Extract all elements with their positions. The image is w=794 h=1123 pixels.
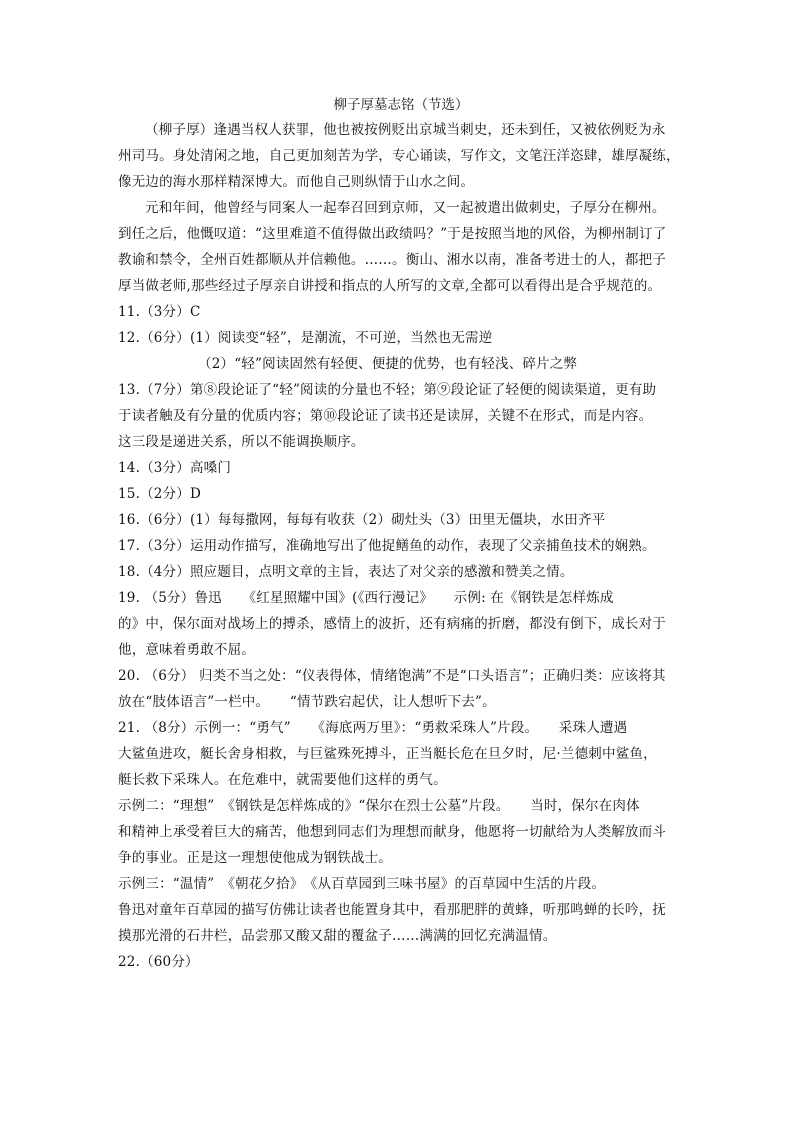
text-line: 13.（7分）第⑧段论证了“轻”阅读的分量也不轻；第⑨段论证了轻便的阅读渠道，更有助	[118, 382, 657, 398]
text-line: 21. （8分）示例一：“勇气” 《海底两万里》：“勇救采珠人”片段。 采珠人遭遇	[118, 720, 628, 736]
text-line: 鲁迅对童年百草园的描写仿佛让读者也能置身其中，看那肥胖的黄蜂，听那鸣蝉的长吟，抚	[118, 902, 666, 918]
text-line: 16.（6分）(1）每每撒网，每每有收获（2）砌灶头（3）田里无僵块，水田齐平	[118, 512, 606, 528]
text-line: 11.（3分）C	[118, 304, 201, 320]
text-line: 厚当做老师,那些经过子厚亲自讲授和指点的人所写的文章,全都可以看得出是合乎规范的。	[118, 278, 662, 294]
text-line: 示例二：“理想” 《钢铁是怎样炼成的》“保尔在烈士公墓”片段。 当时，保尔在肉体	[118, 798, 640, 814]
text-line: 12.（6分）(1）阅读变“轻”，是潮流，不可逆，当然也无需逆	[118, 330, 493, 346]
text-line: 像无边的海水那样精深博大。而他自己则纵情于山水之间。	[118, 174, 475, 190]
text-line: 摸那光滑的石井栏，品尝那又酸又甜的覆盆子……满满的回忆充满温情。	[118, 928, 557, 944]
text-line: 示例三：“温情” 《朝花夕拾》 《从百草园到三味书屋》的百草园中生活的片段。	[118, 876, 606, 892]
document-title: 柳子厚墓志铭（节选）	[333, 97, 469, 113]
text-line: 这三段是递进关系，所以不能调换顺序。	[118, 434, 365, 450]
text-line: 教谕和禁令，全州百姓都顺从并信赖他。……。衡山、湘水以南，准备考进士的人，都把子	[118, 252, 666, 268]
text-line: （柳子厚）逢遇当权人获罪，他也被按例贬出京城当刺史，还未到任，又被依例贬为永	[145, 122, 666, 138]
text-line: 放在“肢体语言”一栏中。 “情节跌宕起伏，让人想听下去”。	[118, 694, 496, 710]
text-line: 争的事业。正是这一理想使他成为钢铁战士。	[118, 850, 392, 866]
text-line: 他，意味着勇敢不屈。	[118, 642, 255, 658]
text-line: 22.（60分）	[118, 954, 199, 970]
text-line: 18.（4分）照应题目，点明文章的主旨，表达了对父亲的感激和赞美之情。	[118, 564, 574, 580]
document-body	[118, 117, 684, 975]
text-line: 州司马。身处清闲之地，自己更加刻苦为学，专心诵读，写作文，文笔汪洋恣肆，雄厚凝练，	[118, 148, 680, 164]
text-line: 20. （6分） 归类不当之处：“仪表得体，情绪饱满”不是“口头语言”；正确归类：应该将其	[118, 668, 666, 684]
text-line: 19. （5分）鲁迅 《红星照耀中国》(《西行漫记》 示例: 在《钢铁是怎样炼成	[118, 590, 614, 606]
text-line: （2）“轻”阅读固然有轻便、便捷的优势，也有轻浅、碎片之弊	[198, 356, 578, 372]
text-line: 17.（3分）运用动作描写，准确地写出了他捉鳝鱼的动作，表现了父亲捕鱼技术的娴熟。	[118, 538, 656, 554]
text-line: 艇长救下采珠人。在危难中，就需要他们这样的勇气。	[118, 772, 447, 788]
text-line: 14.（3分）高嗓门	[118, 460, 232, 476]
text-line: 的》中，保尔面对战场上的搏杀，感情上的波折，还有病痛的折磨，都没有倒下，成长对于	[118, 616, 666, 632]
text-line: 元和年间，他曾经与同案人一起奉召回到京师，又一起被遣出做刺史，子厚分在柳州。	[145, 200, 666, 216]
text-line: 大鲨鱼进攻，艇长舍身相救，与巨鲨殊死搏斗，正当艇长危在旦夕时，尼·兰德刺中鲨鱼，	[118, 746, 657, 762]
text-line: 和精神上承受着巨大的痛苦，他想到同志们为理想而献身，他愿将一切献给为人类解放而斗	[118, 824, 666, 840]
text-line: 到任之后，他慨叹道：“这里难道不值得做出政绩吗？”于是按照当地的风俗，为柳州制订了	[118, 226, 667, 242]
text-line: 15.（2分）D	[118, 486, 201, 502]
text-line: 于读者触及有分量的优质内容；第⑩段论证了读书还是读屏，关键不在形式，而是内容。	[118, 408, 653, 424]
document-page	[118, 93, 684, 975]
